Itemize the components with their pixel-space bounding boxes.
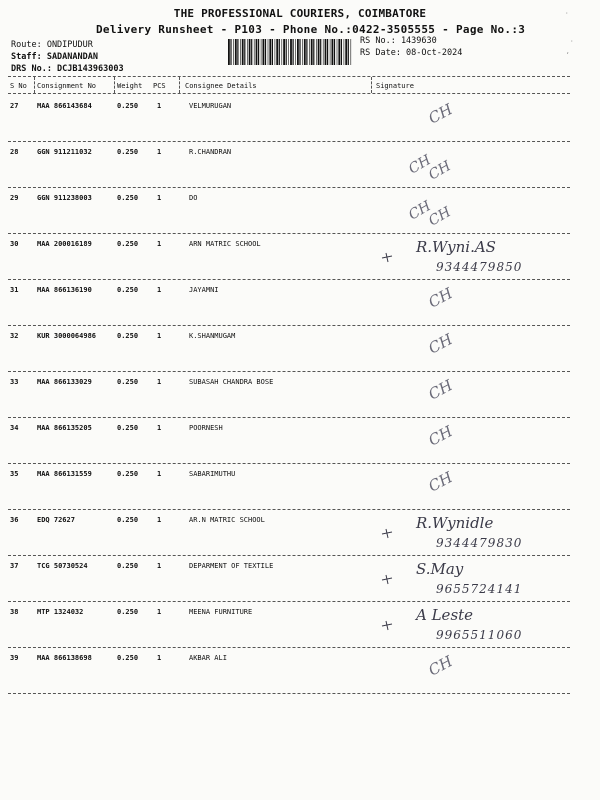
signature — [372, 650, 567, 696]
document-title: THE PROFESSIONAL COURIERS, COIMBATORE — [173, 7, 427, 20]
row-separator — [8, 463, 570, 464]
pcs-cell: 1 — [157, 562, 162, 570]
sno-cell: 36 — [10, 516, 19, 524]
pcs-cell: 1 — [157, 424, 162, 432]
runsheet-subtitle: Delivery Runsheet - P103 - Phone No.:0422-3505555 - Page No.:3 — [96, 23, 526, 36]
signature-name: S.May — [416, 560, 464, 578]
table-row — [0, 604, 600, 650]
sno-cell: 37 — [10, 562, 19, 570]
signature — [372, 282, 567, 328]
signature — [372, 558, 567, 604]
pcs-cell: 1 — [157, 516, 162, 524]
signature — [372, 144, 567, 190]
pcs-cell: 1 — [157, 286, 162, 294]
signature-initials: CH — [425, 330, 456, 358]
consignment-cell: GGN 911238003 — [37, 194, 92, 202]
consignee-cell: POORNESH — [189, 424, 223, 432]
table-row — [0, 144, 600, 190]
col-header-signature: Signature — [376, 82, 414, 90]
pcs-cell: 1 — [157, 240, 162, 248]
signature-name: R.Wynidle — [416, 514, 494, 532]
signature-initials: CH — [425, 652, 456, 680]
weight-cell: 0.250 — [117, 562, 139, 570]
weight-cell: 0.250 — [117, 102, 139, 110]
barcode — [228, 39, 354, 65]
row-separator — [8, 325, 570, 326]
staff-label: Staff: SADANANDAN — [11, 52, 98, 62]
signature-mark — [382, 621, 392, 630]
col-header-consignment: Consignment No — [37, 82, 97, 90]
signature-phone: 9344479830 — [436, 536, 523, 550]
weight-cell: 0.250 — [117, 608, 139, 616]
pcs-cell: 1 — [157, 470, 162, 478]
col-header-sno: S No — [10, 82, 27, 90]
sno-cell: 28 — [10, 148, 19, 156]
consignee-cell: ARN MATRIC SCHOOL — [189, 240, 261, 248]
consignee-cell: AKBAR ALI — [189, 654, 227, 662]
consignment-cell: MAA 866135205 — [37, 424, 92, 432]
weight-cell: 0.250 — [117, 286, 139, 294]
signature — [372, 466, 567, 512]
signature-phone: 9344479850 — [436, 260, 523, 274]
consignment-cell: MAA 200016189 — [37, 240, 92, 248]
route-label: Route: ONDIPUDUR — [11, 40, 93, 50]
weight-cell: 0.250 — [117, 332, 139, 340]
table-row — [0, 328, 600, 374]
sno-cell: 33 — [10, 378, 19, 386]
signature-mark — [382, 575, 392, 584]
table-row — [0, 650, 600, 696]
signature-initials: CH — [425, 422, 456, 450]
pcs-cell: 1 — [157, 608, 162, 616]
consignment-cell: MAA 866136190 — [37, 286, 92, 294]
pcs-cell: 1 — [157, 148, 162, 156]
sno-cell: 31 — [10, 286, 19, 294]
table-row — [0, 466, 600, 512]
consignment-cell: MAA 866138698 — [37, 654, 92, 662]
pcs-cell: 1 — [157, 654, 162, 662]
pcs-cell: 1 — [157, 378, 162, 386]
signature-initials: CH — [406, 152, 434, 178]
signature — [372, 512, 567, 558]
drs-number: DRS No.: DCJB143963003 — [11, 64, 124, 74]
signature-initials: CH — [425, 100, 456, 128]
consignee-cell: DEPARMENT OF TEXTILE — [189, 562, 274, 570]
signature-initials: CH — [425, 468, 456, 496]
signature — [372, 98, 567, 144]
consignee-cell: K.SHANMUGAM — [189, 332, 236, 340]
table-row — [0, 236, 600, 282]
consignment-cell: MTP 1324032 — [37, 608, 84, 616]
col-header-weight: Weight — [117, 82, 143, 90]
signature-phone: 9965511060 — [436, 628, 523, 642]
table-row — [0, 282, 600, 328]
signature-name: R.Wyni.AS — [416, 238, 496, 256]
signature-mark — [382, 253, 392, 262]
signature-initials: CH — [426, 204, 454, 230]
row-separator — [8, 509, 570, 510]
consignee-cell: DO — [189, 194, 198, 202]
column-divider — [371, 77, 372, 93]
table-row — [0, 98, 600, 144]
table-row — [0, 374, 600, 420]
sno-cell: 30 — [10, 240, 19, 248]
signature-initials: CH — [426, 158, 454, 184]
row-separator — [8, 693, 570, 694]
signature — [372, 328, 567, 374]
consignment-cell: MAA 866143684 — [37, 102, 92, 110]
sno-cell: 32 — [10, 332, 19, 340]
signature — [372, 420, 567, 466]
consignee-cell: R.CHANDRAN — [189, 148, 232, 156]
weight-cell: 0.250 — [117, 240, 139, 248]
sno-cell: 38 — [10, 608, 19, 616]
column-divider — [179, 77, 180, 93]
table-row — [0, 420, 600, 466]
weight-cell: 0.250 — [117, 148, 139, 156]
row-separator — [8, 279, 570, 280]
sno-cell: 34 — [10, 424, 19, 432]
consignee-cell: JAYAMNI — [189, 286, 219, 294]
signature-phone: 9655724141 — [436, 582, 523, 596]
row-separator — [8, 647, 570, 648]
signature — [372, 236, 567, 282]
row-separator — [8, 233, 570, 234]
table-row — [0, 190, 600, 236]
table-row — [0, 558, 600, 604]
row-separator — [8, 555, 570, 556]
consignment-cell: GGN 911211032 — [37, 148, 92, 156]
row-separator — [8, 417, 570, 418]
column-divider — [114, 77, 115, 93]
signature-name: A Leste — [416, 606, 474, 624]
rs-number: RS No.: 1439630 — [360, 36, 437, 46]
signature-mark — [382, 529, 392, 538]
pcs-cell: 1 — [157, 332, 162, 340]
consignee-cell: AR.N MATRIC SCHOOL — [189, 516, 265, 524]
row-separator — [8, 371, 570, 372]
consignment-cell: TCG 50730524 — [37, 562, 88, 570]
signature — [372, 604, 567, 650]
table-row — [0, 512, 600, 558]
weight-cell: 0.250 — [117, 654, 139, 662]
pcs-cell: 1 — [157, 102, 162, 110]
consignment-cell: KUR 3000064986 — [37, 332, 97, 340]
consignment-cell: MAA 866133029 — [37, 378, 92, 386]
pcs-cell: 1 — [157, 194, 162, 202]
row-separator — [8, 187, 570, 188]
col-header-consignee: Consignee Details — [185, 82, 257, 90]
signature — [372, 190, 567, 236]
weight-cell: 0.250 — [117, 470, 139, 478]
consignee-cell: SUBASAH CHANDRA BOSE — [189, 378, 274, 386]
rs-date: RS Date: 08-Oct-2024 — [360, 48, 463, 58]
sno-cell: 35 — [10, 470, 19, 478]
column-divider — [34, 77, 35, 93]
row-separator — [8, 601, 570, 602]
weight-cell: 0.250 — [117, 424, 139, 432]
signature — [372, 374, 567, 420]
consignment-cell: MAA 866131559 — [37, 470, 92, 478]
weight-cell: 0.250 — [117, 378, 139, 386]
col-header-pcs: PCS — [153, 82, 166, 90]
consignment-cell: EDQ 72627 — [37, 516, 75, 524]
row-separator — [8, 141, 570, 142]
consignee-cell: SABARIMUTHU — [189, 470, 236, 478]
sno-cell: 39 — [10, 654, 19, 662]
header-rule-bottom — [8, 93, 570, 94]
sno-cell: 27 — [10, 102, 19, 110]
signature-initials: CH — [425, 376, 456, 404]
signature-initials: CH — [406, 198, 434, 224]
weight-cell: 0.250 — [117, 516, 139, 524]
header-rule-top — [8, 76, 570, 77]
sno-cell: 29 — [10, 194, 19, 202]
signature-initials: CH — [425, 284, 456, 312]
weight-cell: 0.250 — [117, 194, 139, 202]
consignee-cell: MEENA FURNITURE — [189, 608, 253, 616]
consignee-cell: VELMURUGAN — [189, 102, 232, 110]
